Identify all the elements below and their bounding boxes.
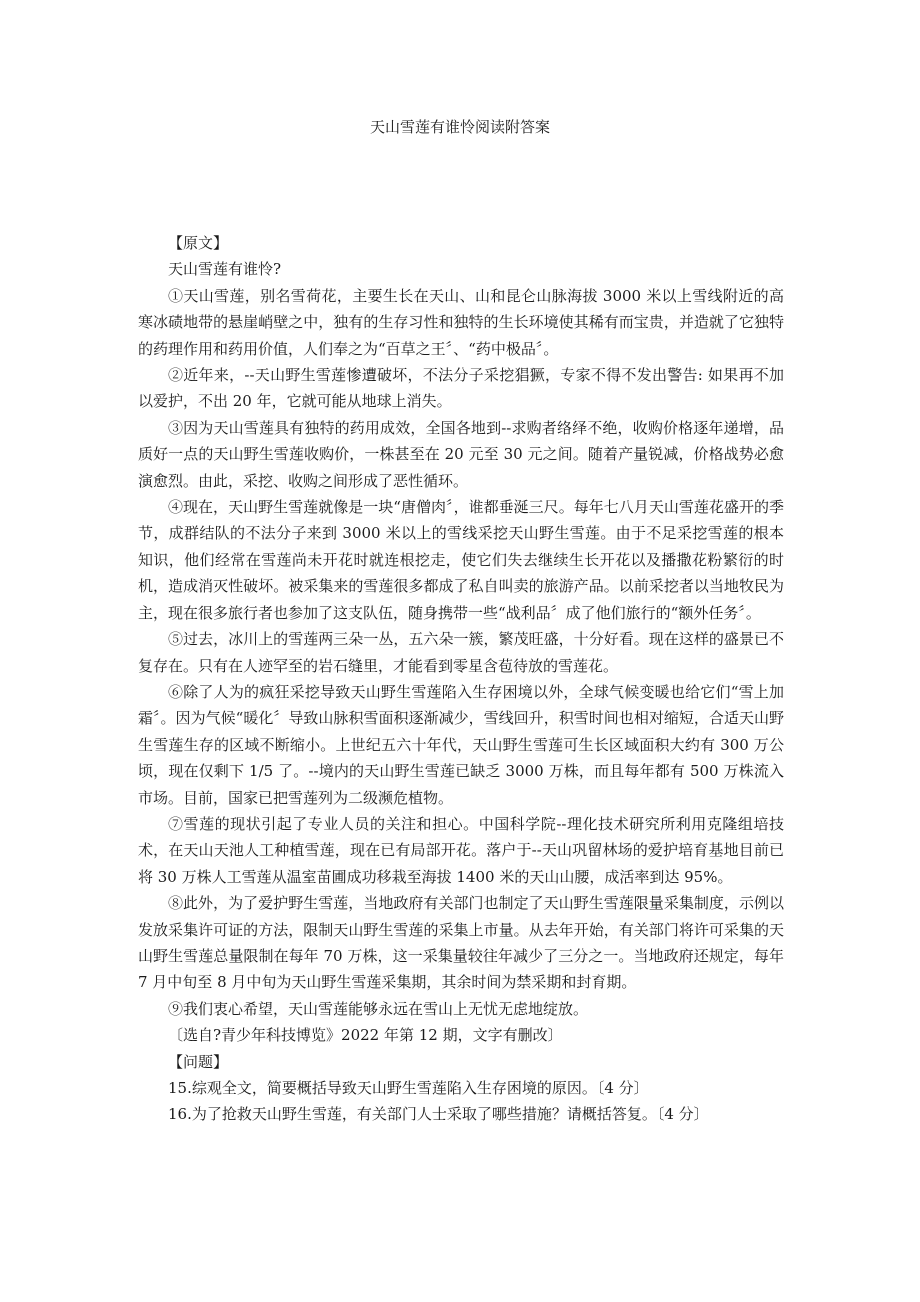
paragraph-7: ⑦雪莲的现状引起了专业人员的关注和担心。中国科学院--理化技术研究所利用克隆组培技术，在天山天池人工种植雪莲，现在已有局部开花。落户于--天山巩留林场的爱护培育基地目前已将 30 万株人工雪莲从温室苗圃成功移栽至海拔 1400 米的天山山腰，成活率到达 95%。 [138, 814, 784, 886]
page-title: 天山雪莲有谁怜阅读附答案 [369, 118, 550, 136]
section-label-questions: 【问题】 [168, 1052, 229, 1071]
paragraph-4: ④现在，天山野生雪莲就像是一块“唐僧肉〞，谁都垂涎三尺。每年七八月天山雪莲花盛开的季节，成群结队的不法分子来到 3000 米以上的雪线采挖天山野生雪莲。由于不足采挖雪莲的根本知识，他们经常在雪莲尚未开花时就连根挖走，使它们失去继续生长开花以及播撒花粉繁衍的时机，造成消灭性破坏。被采集来的雪莲很多都成了私自叫卖的旅游产品。以前采挖者以当地牧民为主，现在很多旅行者也参加了这支队伍，随身携带一些“战利品〞成了他们旅行的“额外任务〞。 [138, 498, 784, 622]
section-label-original: 【原文】 [168, 234, 229, 252]
article-title: 天山雪莲有谁怜? [168, 260, 282, 279]
source-note: 〔选自?青少年科技博览》2022 年第 12 期，文字有删改〕 [168, 1026, 563, 1045]
document-body [138, 230, 784, 1128]
paragraph-2: ②近年来，--天山野生雪莲惨遭破坏，不法分子采挖猖獗，专家不得不发出警告: 如果再不加以爱护，不出 20 年，它就可能从地球上消失。 [138, 366, 784, 411]
question-15: 15.综观全文，简要概括导致天山野生雪莲陷入生存困境的原因。〔4 分〕 [168, 1079, 649, 1097]
paragraph-5: ⑤过去，冰川上的雪莲两三朵一丛，五六朵一簇，繁茂旺盛，十分好看。现在这样的盛景已不复存在。只有在人迹罕至的岩石缝里，才能看到零星含苞待放的雪莲花。 [138, 630, 784, 675]
paragraph-3: ③因为天山雪莲具有独特的药用成效，全国各地到--求购者络绎不绝，收购价格逐年递增，品质好一点的天山野生雪莲收购价，一株甚至在 20 元至 30 元之间。随着产量锐减，价格战势必愈演愈烈。由此，采挖、收购之间形成了恶性循环。 [138, 418, 784, 490]
paragraph-6: ⑥除了人为的疯狂采挖导致天山野生雪莲陷入生存困境以外，全球气候变暖也给它们“雪上加霜〞。因为气候“暖化〞导致山脉积雪面积逐渐减少，雪线回升，积雪时间也相对缩短，合适天山野生雪莲生存的区域不断缩小。上世纪五六十年代，天山野生雪莲可生长区域面积大约有 300 万公顷，现在仅剩下 1/5 了。--境内的天山野生雪莲已缺乏 3000 万株，而且每年都有 500 万株流入市场。目前，国家已把雪莲列为二级濒危植物。 [138, 682, 784, 807]
paragraph-8: ⑧此外，为了爱护野生雪莲，当地政府有关部门也制定了天山野生雪莲限量采集制度，示例以发放采集许可证的方法，限制天山野生雪莲的采集上市量。从去年开始，有关部门将许可采集的天山野生雪莲总量限制在每年 70 万株，这一采集量较往年减少了三分之一。当地政府还规定，每年 7 月中旬至 8 月中旬为天山野生雪莲采集期，其余时间为禁采期和封育期。 [138, 894, 784, 992]
paragraph-1: ①天山雪莲，别名雪荷花，主要生长在天山、山和昆仑山脉海拔 3000 米以上雪线附近的高寒冰碛地带的悬崖峭壁之中，独有的生存习性和独特的生长环境使其稀有而宝贵，并造就了它独特的药理作用和药用价值，人们奉之为“百草之王〞、“药中极品〞。 [138, 286, 784, 358]
paragraph-9: ⑨我们衷心希望，天山雪莲能够永远在雪山上无忧无虑地绽放。 [168, 999, 589, 1018]
question-16: 16.为了抢救天山野生雪莲，有关部门人士采取了哪些措施？请概括答复。〔4 分〕 [168, 1105, 709, 1124]
